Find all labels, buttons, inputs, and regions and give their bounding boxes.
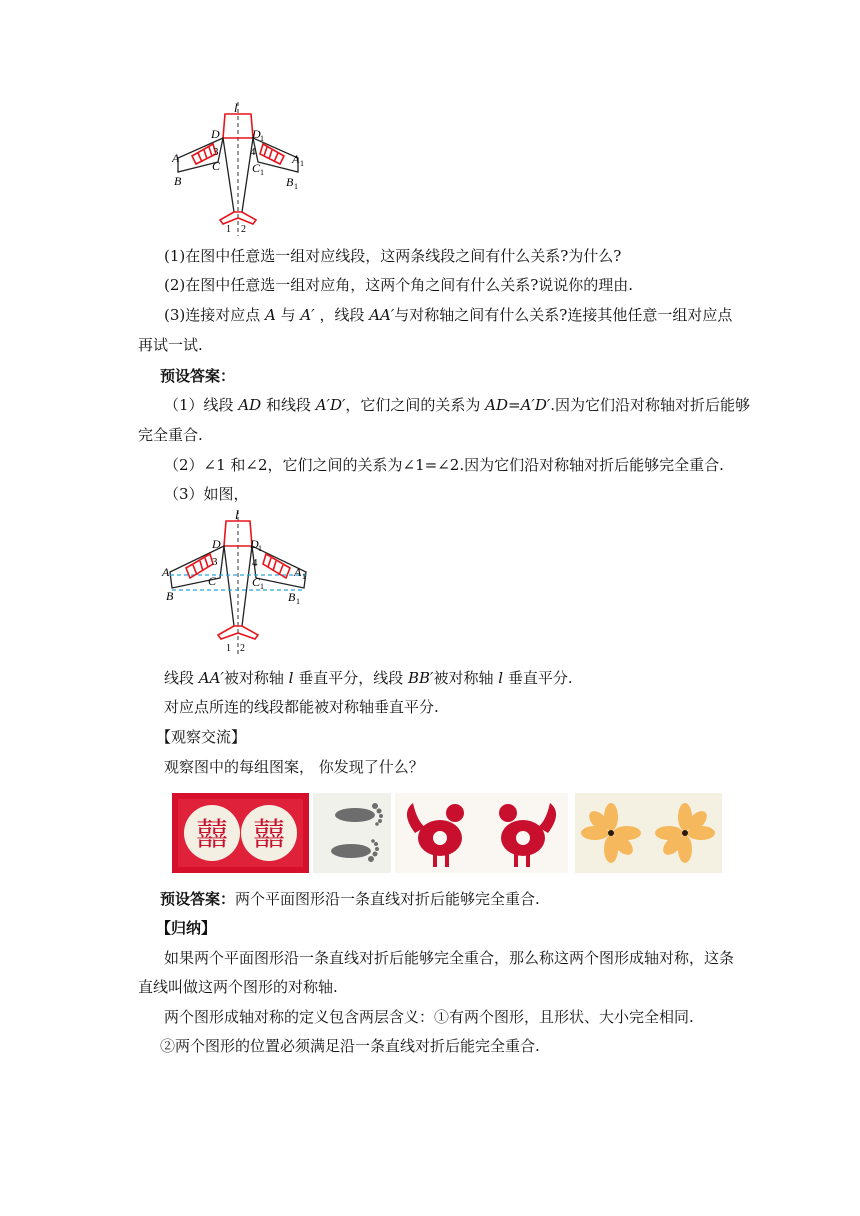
answer-1: （1）线段 AD 和线段 A′D′，它们之间的关系为 AD=A′D′.因为它们沿对称轴对折后能够	[164, 396, 751, 414]
footprints-image	[313, 793, 391, 873]
svg-text:1: 1	[226, 224, 231, 235]
airplane-figure-1	[168, 100, 318, 238]
airplane-figure-2	[160, 508, 310, 656]
svg-text:B: B	[286, 175, 294, 189]
svg-text:3: 3	[212, 556, 218, 568]
svg-text:4: 4	[252, 557, 258, 569]
svg-text:C: C	[212, 159, 221, 173]
xi-right: 囍	[252, 816, 286, 852]
svg-text:3: 3	[213, 146, 219, 158]
summary-p3: ②两个图形的位置必须满足沿一条直线对折后能完全重合.	[160, 1037, 540, 1055]
svg-text:B: B	[166, 589, 174, 603]
summary-p2: 两个图形成轴对称的定义包含两层含义：①有两个图形，且形状、大小完全相同.	[164, 1008, 694, 1026]
question-3-cont: 再试一试.	[138, 336, 203, 354]
question-2: (2)在图中任意选一组对应角，这两个角之间有什么关系?说说你的理由.	[164, 276, 634, 294]
svg-text:1: 1	[260, 134, 264, 143]
svg-text:1: 1	[260, 582, 264, 591]
svg-text:l: l	[235, 508, 239, 522]
summary-p1-cont: 直线叫做这两个图形的对称轴.	[138, 978, 338, 996]
observe-heading: 【观察交流】	[156, 728, 247, 746]
rooster-papercut-image	[395, 793, 568, 873]
svg-text:D: D	[252, 127, 261, 141]
answer-1-cont: 完全重合.	[138, 426, 203, 444]
question-1: (1)在图中任意选一组对应线段，这两条线段之间有什么关系?为什么?	[164, 247, 622, 265]
question-3: (3)连接对应点 A 与 A′ ，线段 AA′与对称轴之间有什么关系?连接其他任意一组对应点	[164, 306, 733, 324]
svg-text:l: l	[234, 100, 238, 115]
conclusion-1: 线段 AA′被对称轴 l 垂直平分，线段 BB′被对称轴 l 垂直平分.	[164, 669, 573, 687]
flower-image	[575, 793, 722, 873]
answer-2-line: 预设答案：两个平面图形沿一条直线对折后能够完全重合.	[160, 890, 540, 908]
xi-left: 囍	[195, 816, 229, 852]
svg-text:1: 1	[226, 643, 231, 654]
answer-3: （3）如图，	[164, 485, 249, 503]
symmetry-image-strip	[172, 793, 722, 873]
svg-text:C: C	[252, 161, 261, 175]
svg-text:1: 1	[260, 168, 264, 177]
svg-text:2: 2	[241, 224, 246, 235]
svg-text:C: C	[208, 574, 217, 588]
svg-text:4: 4	[250, 146, 256, 158]
svg-text:D: D	[212, 537, 221, 551]
svg-text:A: A	[162, 565, 170, 579]
svg-text:1: 1	[300, 159, 304, 168]
conclusion-2: 对应点所连的线段都能被对称轴垂直平分.	[164, 698, 439, 716]
svg-text:1: 1	[294, 182, 298, 191]
svg-text:C: C	[252, 575, 261, 589]
svg-text:2: 2	[240, 643, 245, 654]
svg-text:A: A	[172, 151, 180, 165]
svg-text:D: D	[250, 537, 259, 551]
summary-heading: 【归纳】	[156, 919, 217, 937]
answer-heading-1: 预设答案：	[160, 367, 236, 385]
svg-text:A: A	[292, 152, 300, 166]
svg-text:1: 1	[296, 597, 300, 606]
svg-text:1: 1	[258, 544, 262, 553]
answer-2: （2）∠1 和∠2，它们之间的关系为∠1=∠2.因为它们沿对称轴对折后能够完全重合.	[164, 456, 724, 474]
svg-text:B: B	[288, 590, 296, 604]
double-happiness-image	[172, 793, 309, 873]
svg-text:A: A	[294, 565, 302, 579]
svg-text:B: B	[174, 174, 182, 188]
summary-p1: 如果两个平面图形沿一条直线对折后能够完全重合，那么称这两个图形成轴对称，这条	[164, 949, 735, 967]
observe-prompt: 观察图中的每组图案， 你发现了什么？	[164, 758, 424, 776]
svg-text:1: 1	[302, 572, 306, 581]
svg-text:D: D	[211, 127, 220, 141]
